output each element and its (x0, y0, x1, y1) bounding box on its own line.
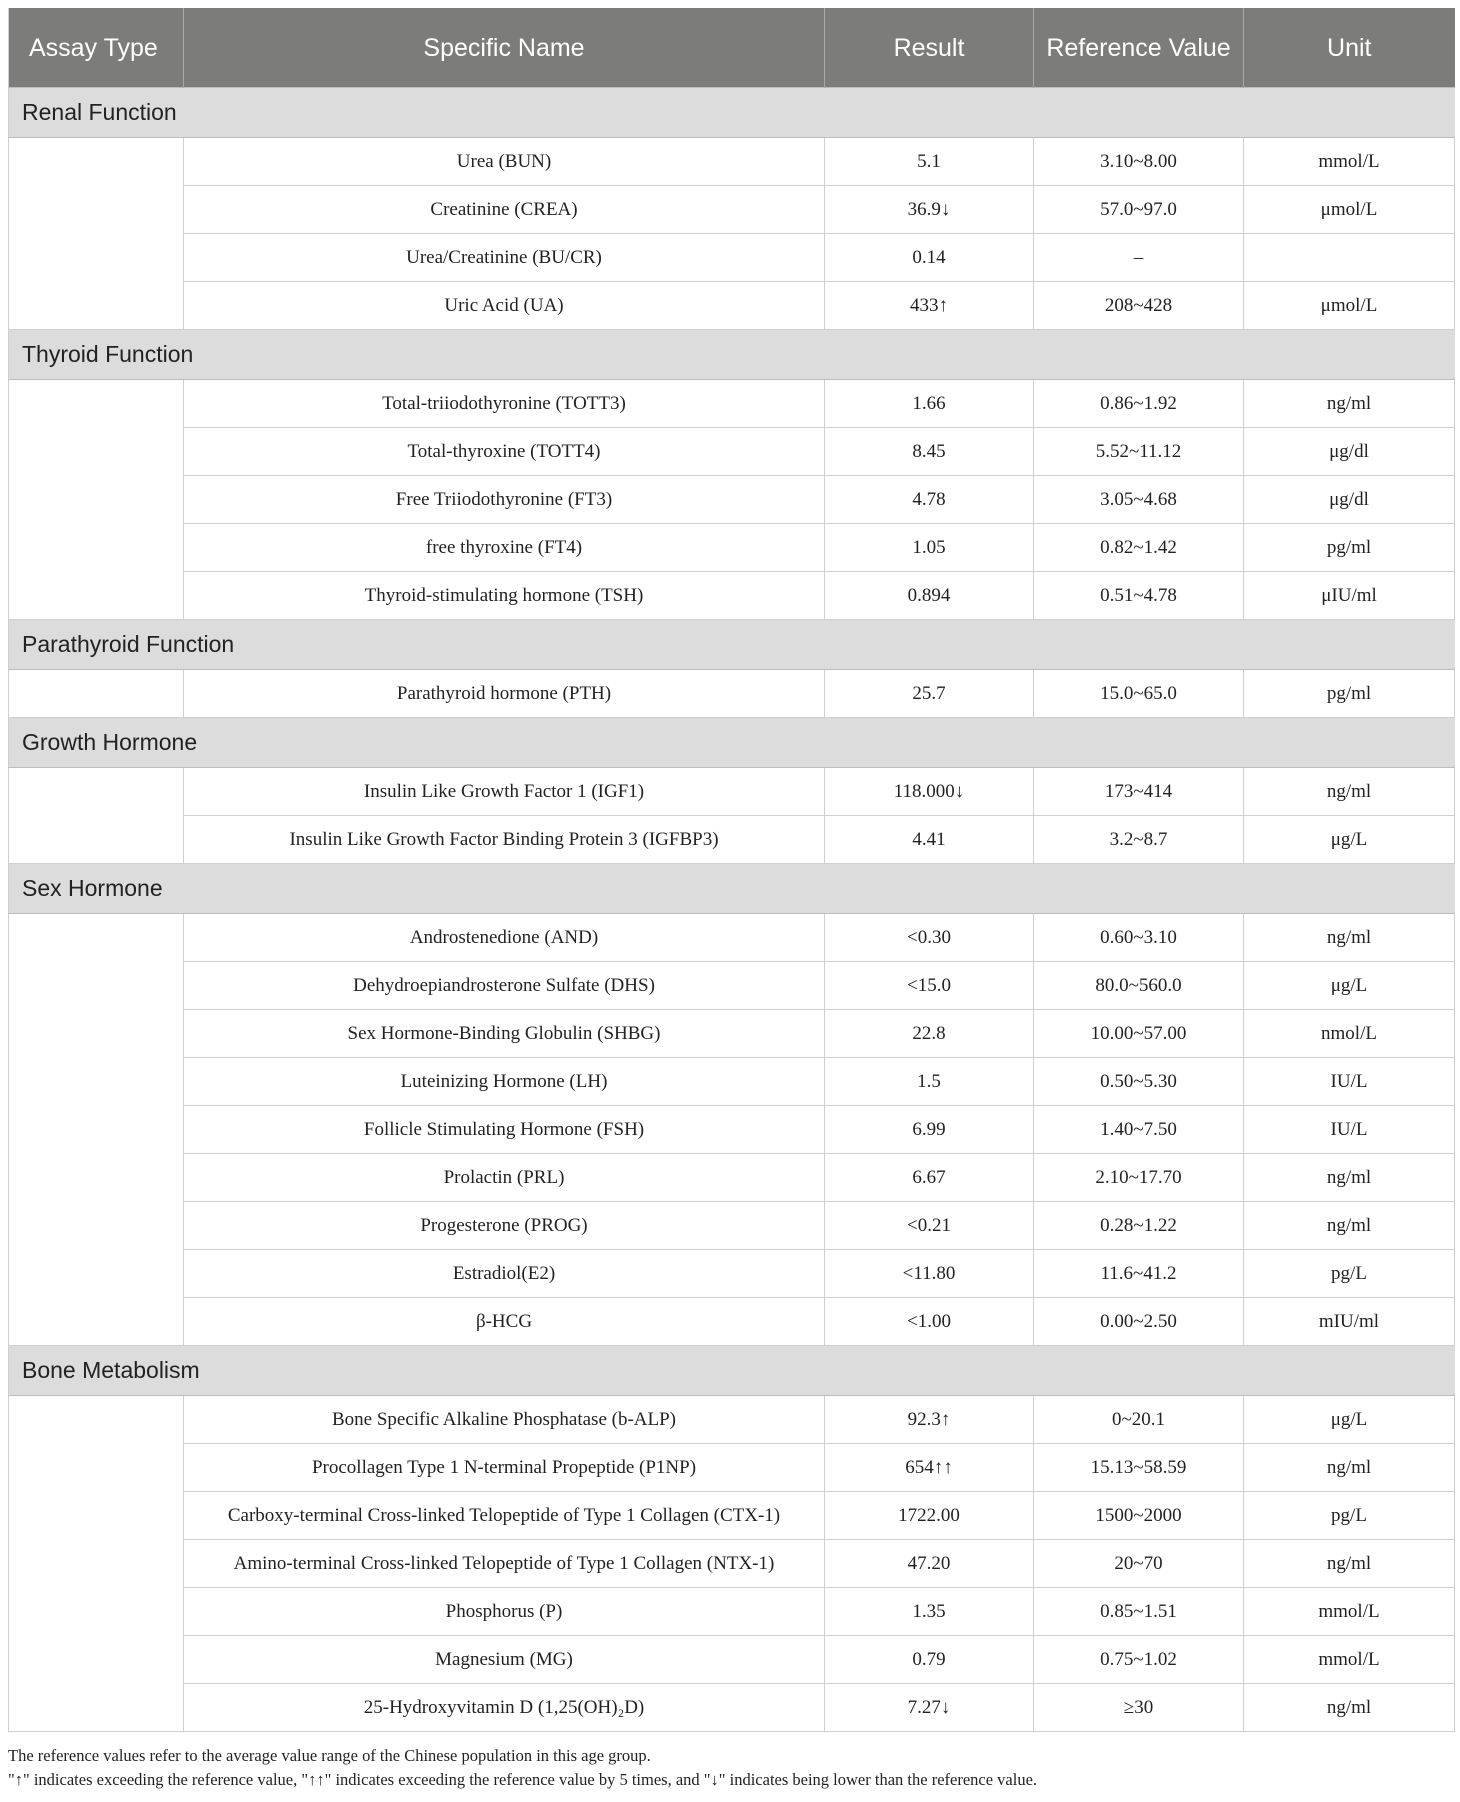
reference-value-cell: 0.00~2.50 (1034, 1298, 1244, 1346)
assay-type-cell (9, 914, 184, 962)
assay-type-cell (9, 1154, 184, 1202)
table-row (9, 1588, 1455, 1636)
assay-type-cell (9, 1636, 184, 1684)
specific-name-cell: Magnesium (MG) (184, 1636, 825, 1684)
specific-name-cell: Urea (BUN) (184, 138, 825, 186)
group-title: Parathyroid Function (9, 620, 1455, 670)
assay-type-cell (9, 1444, 184, 1492)
assay-type-cell (9, 816, 184, 864)
reference-value-cell: 3.05~4.68 (1034, 476, 1244, 524)
result-cell: 25.7 (825, 670, 1034, 718)
specific-name-cell: β-HCG (184, 1298, 825, 1346)
result-cell: 0.79 (825, 1636, 1034, 1684)
specific-name-cell: Parathyroid hormone (PTH) (184, 670, 825, 718)
result-cell: <15.0 (825, 962, 1034, 1010)
footnote: The reference values refer to the average value range of the Chinese population in this age group. (8, 1746, 651, 1765)
unit-cell: mmol/L (1244, 1636, 1455, 1684)
group-title: Renal Function (9, 88, 1455, 138)
specific-name-cell: Insulin Like Growth Factor Binding Protein 3 (IGFBP3) (184, 816, 825, 864)
table-row (9, 380, 1455, 428)
reference-value-cell: 0.60~3.10 (1034, 914, 1244, 962)
header-unit: Unit (1244, 8, 1455, 88)
reference-value-cell: 0.51~4.78 (1034, 572, 1244, 620)
reference-value-cell: 0.86~1.92 (1034, 380, 1244, 428)
group-row (9, 88, 1455, 138)
result-cell: 433↑ (825, 282, 1034, 330)
specific-name-cell: Luteinizing Hormone (LH) (184, 1058, 825, 1106)
table-row (9, 1058, 1455, 1106)
specific-name-cell: Follicle Stimulating Hormone (FSH) (184, 1106, 825, 1154)
header-assay-type: Assay Type (9, 8, 184, 88)
result-cell: 654↑↑ (825, 1444, 1034, 1492)
assay-type-cell (9, 1298, 184, 1346)
group-title: Bone Metabolism (9, 1346, 1455, 1396)
assay-type-cell (9, 524, 184, 572)
group-row (9, 1346, 1455, 1396)
table-row (9, 1106, 1455, 1154)
table-row (9, 428, 1455, 476)
assay-type-cell (9, 1396, 184, 1444)
group-title: Sex Hormone (9, 864, 1455, 914)
result-cell: 47.20 (825, 1540, 1034, 1588)
table-row (9, 138, 1455, 186)
table-row (9, 1250, 1455, 1298)
reference-value-cell: 1500~2000 (1034, 1492, 1244, 1540)
unit-cell: mIU/ml (1244, 1298, 1455, 1346)
table-row (9, 962, 1455, 1010)
reference-value-cell: 0~20.1 (1034, 1396, 1244, 1444)
unit-cell: ng/ml (1244, 1540, 1455, 1588)
result-cell: <0.21 (825, 1202, 1034, 1250)
reference-value-cell: ≥30 (1034, 1684, 1244, 1732)
result-cell: 1.5 (825, 1058, 1034, 1106)
reference-value-cell: 173~414 (1034, 768, 1244, 816)
assay-type-cell (9, 572, 184, 620)
specific-name-cell: Androstenedione (AND) (184, 914, 825, 962)
header-row (9, 8, 1455, 88)
unit-cell: ng/ml (1244, 1154, 1455, 1202)
reference-value-cell: 1.40~7.50 (1034, 1106, 1244, 1154)
assay-type-cell (9, 1540, 184, 1588)
reference-value-cell: 57.0~97.0 (1034, 186, 1244, 234)
specific-name-cell: Uric Acid (UA) (184, 282, 825, 330)
table-row (9, 572, 1455, 620)
reference-value-cell: 80.0~560.0 (1034, 962, 1244, 1010)
unit-cell: ng/ml (1244, 380, 1455, 428)
result-cell: 4.41 (825, 816, 1034, 864)
table-row (9, 1684, 1455, 1732)
table-row (9, 282, 1455, 330)
specific-name-cell: Phosphorus (P) (184, 1588, 825, 1636)
table-row (9, 670, 1455, 718)
assay-type-cell (9, 1492, 184, 1540)
table-row (9, 234, 1455, 282)
table-row (9, 1010, 1455, 1058)
unit-cell: ng/ml (1244, 1444, 1455, 1492)
result-cell: 118.000↓ (825, 768, 1034, 816)
specific-name-cell: Insulin Like Growth Factor 1 (IGF1) (184, 768, 825, 816)
unit-cell: ng/ml (1244, 914, 1455, 962)
reference-value-cell: 0.50~5.30 (1034, 1058, 1244, 1106)
specific-name-cell: Free Triiodothyronine (FT3) (184, 476, 825, 524)
assay-type-cell (9, 282, 184, 330)
header-result: Result (825, 8, 1034, 88)
group-row (9, 620, 1455, 670)
unit-cell: pg/ml (1244, 670, 1455, 718)
assay-type-cell (9, 1684, 184, 1732)
unit-cell: μg/L (1244, 1396, 1455, 1444)
assay-type-cell (9, 476, 184, 524)
reference-value-cell: 5.52~11.12 (1034, 428, 1244, 476)
result-cell: 22.8 (825, 1010, 1034, 1058)
assay-type-cell (9, 1588, 184, 1636)
reference-value-cell: 2.10~17.70 (1034, 1154, 1244, 1202)
assay-type-cell (9, 1250, 184, 1298)
result-cell: 6.67 (825, 1154, 1034, 1202)
assay-type-cell (9, 670, 184, 718)
specific-name-cell: Amino-terminal Cross-linked Telopeptide of Type 1 Collagen (NTX-1) (184, 1540, 825, 1588)
group-row (9, 864, 1455, 914)
assay-type-cell (9, 428, 184, 476)
unit-cell: pg/ml (1244, 524, 1455, 572)
assay-type-cell (9, 1058, 184, 1106)
result-cell: 5.1 (825, 138, 1034, 186)
table-header (9, 8, 1455, 88)
specific-name-cell: free thyroxine (FT4) (184, 524, 825, 572)
unit-cell: pg/L (1244, 1492, 1455, 1540)
unit-cell: ng/ml (1244, 768, 1455, 816)
specific-name-cell: 25-Hydroxyvitamin D (1,25(OH)₂D) (184, 1684, 825, 1732)
unit-cell: nmol/L (1244, 1010, 1455, 1058)
specific-name-cell: Prolactin (PRL) (184, 1154, 825, 1202)
group-row (9, 330, 1455, 380)
unit-cell: μg/dl (1244, 428, 1455, 476)
result-cell: 92.3↑ (825, 1396, 1034, 1444)
table-row (9, 524, 1455, 572)
specific-name-cell: Thyroid-stimulating hormone (TSH) (184, 572, 825, 620)
result-cell: <11.80 (825, 1250, 1034, 1298)
group-title: Growth Hormone (9, 718, 1455, 768)
table-row (9, 1298, 1455, 1346)
result-cell: 4.78 (825, 476, 1034, 524)
reference-value-cell: 3.2~8.7 (1034, 816, 1244, 864)
reference-value-cell: 0.85~1.51 (1034, 1588, 1244, 1636)
table-row (9, 1492, 1455, 1540)
unit-cell: ng/ml (1244, 1684, 1455, 1732)
unit-cell: mmol/L (1244, 1588, 1455, 1636)
reference-value-cell: 208~428 (1034, 282, 1244, 330)
result-cell: 1.05 (825, 524, 1034, 572)
result-cell: 1.35 (825, 1588, 1034, 1636)
specific-name-cell: Creatinine (CREA) (184, 186, 825, 234)
specific-name-cell: Urea/Creatinine (BU/CR) (184, 234, 825, 282)
reference-value-cell: 20~70 (1034, 1540, 1244, 1588)
result-cell: <1.00 (825, 1298, 1034, 1346)
result-cell: 7.27↓ (825, 1684, 1034, 1732)
unit-cell: IU/L (1244, 1058, 1455, 1106)
specific-name-cell: Sex Hormone-Binding Globulin (SHBG) (184, 1010, 825, 1058)
specific-name-cell: Total-triiodothyronine (TOTT3) (184, 380, 825, 428)
table-body (9, 88, 1455, 1732)
unit-cell: μg/L (1244, 962, 1455, 1010)
table-row (9, 1202, 1455, 1250)
table-row (9, 1396, 1455, 1444)
table-row (9, 1540, 1455, 1588)
reference-value-cell: 0.82~1.42 (1034, 524, 1244, 572)
unit-cell: μg/dl (1244, 476, 1455, 524)
table-row (9, 476, 1455, 524)
assay-type-cell (9, 234, 184, 282)
reference-value-cell: 10.00~57.00 (1034, 1010, 1244, 1058)
table-row (9, 768, 1455, 816)
reference-value-cell: 3.10~8.00 (1034, 138, 1244, 186)
unit-cell: μmol/L (1244, 282, 1455, 330)
assay-type-cell (9, 1010, 184, 1058)
group-row (9, 718, 1455, 768)
lab-results-table (8, 8, 1455, 1732)
table-row (9, 1636, 1455, 1684)
assay-type-cell (9, 1202, 184, 1250)
unit-cell: μg/L (1244, 816, 1455, 864)
specific-name-cell: Progesterone (PROG) (184, 1202, 825, 1250)
reference-value-cell: 11.6~41.2 (1034, 1250, 1244, 1298)
header-reference-value: Reference Value (1034, 8, 1244, 88)
unit-cell: μmol/L (1244, 186, 1455, 234)
reference-value-cell: – (1034, 234, 1244, 282)
result-cell: 36.9↓ (825, 186, 1034, 234)
reference-value-cell: 0.75~1.02 (1034, 1636, 1244, 1684)
assay-type-cell (9, 138, 184, 186)
table-row (9, 1154, 1455, 1202)
result-cell: 6.99 (825, 1106, 1034, 1154)
specific-name-cell: Bone Specific Alkaline Phosphatase (b-ALP) (184, 1396, 825, 1444)
assay-type-cell (9, 962, 184, 1010)
lab-results-document (8, 8, 1454, 1792)
unit-cell: IU/L (1244, 1106, 1455, 1154)
header-specific-name: Specific Name (184, 8, 825, 88)
unit-cell: pg/L (1244, 1250, 1455, 1298)
specific-name-cell: Carboxy-terminal Cross-linked Telopeptide of Type 1 Collagen (CTX-1) (184, 1492, 825, 1540)
unit-cell: μIU/ml (1244, 572, 1455, 620)
specific-name-cell: Procollagen Type 1 N-terminal Propeptide (P1NP) (184, 1444, 825, 1492)
footnotes (8, 1744, 1454, 1792)
assay-type-cell (9, 1106, 184, 1154)
assay-type-cell (9, 380, 184, 428)
reference-value-cell: 0.28~1.22 (1034, 1202, 1244, 1250)
unit-cell: mmol/L (1244, 138, 1455, 186)
result-cell: 1722.00 (825, 1492, 1034, 1540)
reference-value-cell: 15.13~58.59 (1034, 1444, 1244, 1492)
specific-name-cell: Estradiol(E2) (184, 1250, 825, 1298)
assay-type-cell (9, 768, 184, 816)
footnote: "↑" indicates exceeding the reference value, "↑↑" indicates exceeding the reference value by 5 times, and "↓" indicates being lower than the reference value. (8, 1770, 1038, 1789)
result-cell: 0.14 (825, 234, 1034, 282)
table-row (9, 914, 1455, 962)
unit-cell: ng/ml (1244, 1202, 1455, 1250)
unit-cell (1244, 234, 1455, 282)
result-cell: 8.45 (825, 428, 1034, 476)
group-title: Thyroid Function (9, 330, 1455, 380)
table-row (9, 816, 1455, 864)
reference-value-cell: 15.0~65.0 (1034, 670, 1244, 718)
table-row (9, 186, 1455, 234)
assay-type-cell (9, 186, 184, 234)
result-cell: 1.66 (825, 380, 1034, 428)
specific-name-cell: Dehydroepiandrosterone Sulfate (DHS) (184, 962, 825, 1010)
result-cell: <0.30 (825, 914, 1034, 962)
table-row (9, 1444, 1455, 1492)
result-cell: 0.894 (825, 572, 1034, 620)
specific-name-cell: Total-thyroxine (TOTT4) (184, 428, 825, 476)
